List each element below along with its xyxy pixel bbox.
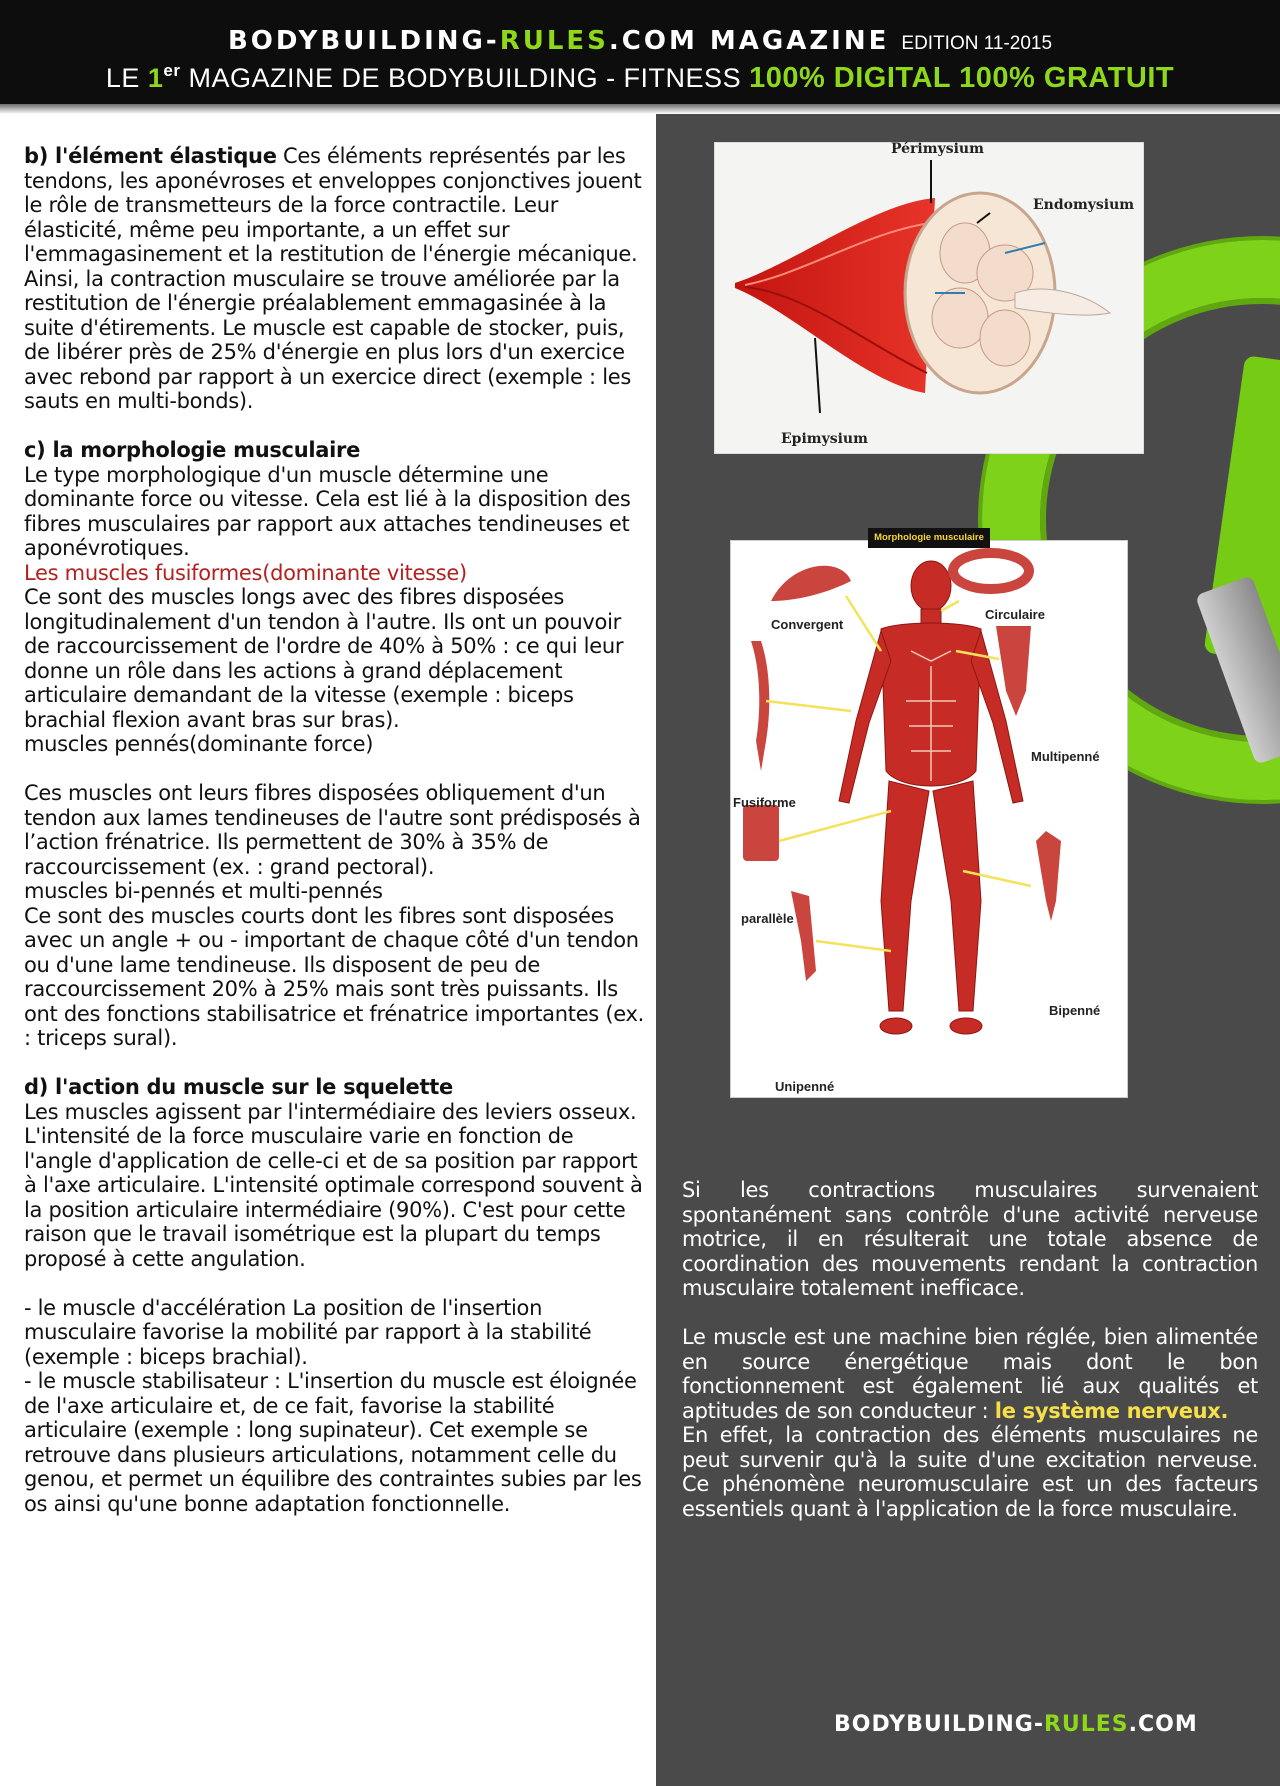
muscle-morphology-figure — [730, 540, 1128, 1098]
spacer — [24, 757, 644, 782]
footer-brand — [834, 1712, 1234, 1737]
tagline-ordinal-sup: er — [163, 61, 181, 80]
right-paragraph-2-text: Le muscle est une machine bien réglée, bien alimentée en source énergétique mais dont le bon fonctionnement est également lié aux qualités et aptitudes de son conducteur : — [682, 1325, 1258, 1423]
circulaire-label: Circulaire — [985, 607, 1045, 622]
tagline-ordinal: 1 — [147, 63, 164, 93]
section-c-penniform-subheading: muscles pennés(dominante force) — [24, 732, 374, 756]
brand-part-2: RULES — [499, 26, 609, 56]
right-paragraph-2 — [682, 1325, 1258, 1423]
section-c-multipenniform-text: Ce sont des muscles courts dont les fibres sont disposées avec un angle + ou - important de chaque côté d'un tendon ou d'une lame tendineuse. Ils disposent de peu de raccourcissement 20% à 25% mais sont très puissants. Ils ont des fonctions stabilisatrice et frénatrice importantes (ex. : triceps sural). — [24, 903, 644, 1050]
unipenne-label: Unipenné — [775, 1079, 835, 1094]
section-c-penniform-text: Ces muscles ont leurs fibres disposées obliquement d'un tendon aux lames tendineuses de l'autre sont prédisposés à l’action frénatrice. Ils permettent de 30% à 35% de raccourcissement (ex. : grand pectoral). — [24, 781, 641, 879]
spacer — [24, 1271, 644, 1296]
section-b-text: Ces éléments représentés par les tendons, les aponévroses et enveloppes conjonctives jouent le rôle de transmetteurs de la force contractile. Leur élasticité, même peu importante, a un effet sur l'emmagasinement et la restitution de l'énergie mécanique. Ainsi, la contraction musculaire se trouve améliorée par la restitution de l'énergie préalablement emmagasinée à la suite d'étirements. Le muscle est capable de stocker, puis, de libérer près de 25% d'énergie en plus lors d'un exercice avec rebond par rapport à un exercice direct (exemple : les sauts en multi-bonds). — [24, 144, 642, 413]
section-c-fusiform-subheading: Les muscles fusiformes(dominante vitesse) — [24, 560, 467, 585]
brand-part-3: .COM MAGAZINE — [608, 26, 890, 56]
tagline-part-1: LE — [105, 63, 148, 93]
header-tagline — [0, 55, 1280, 94]
section-d-stabilizer-text: - le muscle stabilisateur : L'insertion du muscle est éloignée de l'axe articulaire et, de ce fait, favorise la stabilité articulaire (exemple : long supinateur). Cet exemple se retrouve dans plusieurs articulations, notamment celle du genou, et permet un équilibre des contraintes subies par les os ainsi qu'une bonne adaptation fonctionnelle. — [24, 1369, 642, 1516]
section-d-heading: d) l'action du muscle sur le squelette — [24, 1075, 453, 1099]
muscle-structure-figure — [714, 142, 1144, 454]
section-c-intro: Le type morphologique d'un muscle détermine une dominante force ou vitesse. Cela est lié à la disposition des fibres musculaires par rapport aux attaches tendineuses et aponévrotiques. — [24, 462, 631, 560]
footer-brand-part-1: BODYBUILDING- — [834, 1712, 1044, 1737]
endomysium-label: Endomysium — [1033, 197, 1135, 213]
right-paragraph-1: Si les contractions musculaires survenaient spontanément sans contrôle d'une activité nerveuse motrice, il en résulterait une totale absence de coordination des mouvements rendant la contraction musculaire totalement inefficace. — [682, 1178, 1258, 1300]
spacer — [24, 1051, 644, 1076]
footer-brand-part-3: .COM — [1128, 1712, 1198, 1737]
section-d-acceleration-text: - le muscle d'accélération La position de l'insertion musculaire favorise la mobilité par rapport à la stabilité (exemple : biceps brachial). — [24, 1295, 592, 1369]
section-c-heading: c) la morphologie musculaire — [24, 438, 361, 462]
spacer — [24, 414, 644, 439]
section-c-multipenniform-subheading: muscles bi-pennés et multi-pennés — [24, 879, 383, 903]
fusiforme-label: Fusiforme — [733, 795, 796, 810]
footer-brand-part-2: RULES — [1043, 1712, 1129, 1737]
right-paragraph-3: En effet, la contraction des éléments musculaires ne peut survenir qu'à la suite d'une excitation nerveuse. Ce phénomène neuromusculaire est un des facteurs essentiels quant à l'application de la force musculaire. — [682, 1423, 1258, 1521]
section-c-fusiform-text: Ce sont des muscles longs avec des fibres disposées longitudinalement d'un tendon à l'autre. Ils ont un pouvoir de raccourcissement de l'ordre de 40% à 50% : ce qui leur donne un rôle dans les actions à grand déplacement articulaire demandant de la vitesse (exemple : biceps brachial flexion avant bras sur bras). — [24, 585, 624, 732]
section-b-paragraph — [24, 144, 644, 414]
spacer — [682, 1301, 1258, 1326]
morphology-figure-title: Morphologie musculaire — [868, 528, 990, 548]
edition-label: EDITION 11-2015 — [901, 33, 1053, 54]
magazine-header — [0, 0, 1280, 104]
perimysium-label: Périmysium — [891, 141, 984, 157]
right-column-text — [682, 1178, 1258, 1521]
tagline-highlight: 100% DIGITAL 100% GRATUIT — [749, 62, 1175, 94]
nervous-system-highlight: le système nerveux. — [994, 1398, 1229, 1423]
header-shadow — [0, 104, 1280, 114]
parallele-label: parallèle — [741, 911, 794, 926]
section-b-heading: b) l'élément élastique — [24, 144, 277, 168]
muscle-cross-section-illustration — [715, 143, 1145, 455]
convergent-label: Convergent — [771, 617, 844, 632]
left-column-article — [24, 144, 644, 1516]
multipenne-label: Multipenné — [1031, 749, 1100, 764]
epimysium-label: Epimysium — [781, 431, 868, 447]
brand-part-1: BODYBUILDING- — [227, 26, 500, 56]
tagline-part-2: MAGAZINE DE BODYBUILDING - FITNESS — [180, 63, 750, 93]
section-d-text: Les muscles agissent par l'intermédiaire des leviers osseux. L'intensité de la force musculaire varie en fonction de l'angle d'application de celle-ci et de sa position par rapport à l'axe articulaire. L'intensité optimale correspond souvent à la position articulaire intermédiaire (90%). C'est pour cette raison que le travail isométrique est la plupart du temps proposé à cette angulation. — [24, 1099, 643, 1271]
bipenne-label: Bipenné — [1049, 1003, 1101, 1018]
